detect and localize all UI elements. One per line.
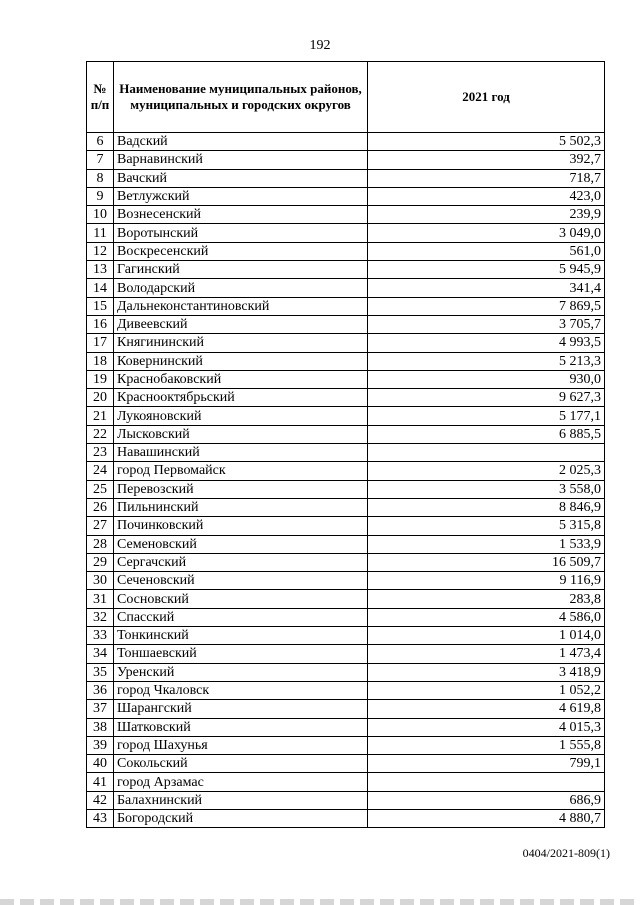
table-row xyxy=(87,755,605,773)
row-number: 43 xyxy=(87,809,114,827)
municipality-name: Володарский xyxy=(114,279,368,297)
table-row xyxy=(87,151,605,169)
row-number: 41 xyxy=(87,773,114,791)
table-row xyxy=(87,224,605,242)
scan-footer-strip xyxy=(0,899,640,905)
row-value: 2 025,3 xyxy=(368,462,605,480)
municipality-name: Навашинский xyxy=(114,444,368,462)
row-number: 39 xyxy=(87,736,114,754)
row-number: 16 xyxy=(87,315,114,333)
row-number: 12 xyxy=(87,242,114,260)
municipality-name: Гагинский xyxy=(114,261,368,279)
municipality-name: Починковский xyxy=(114,517,368,535)
municipality-name: Сеченовский xyxy=(114,572,368,590)
row-number: 30 xyxy=(87,572,114,590)
municipality-name: Дальнеконстантиновский xyxy=(114,297,368,315)
row-value: 392,7 xyxy=(368,151,605,169)
municipality-name: Вознесенский xyxy=(114,206,368,224)
municipality-name: Воскресенский xyxy=(114,242,368,260)
municipality-name: Шарангский xyxy=(114,700,368,718)
row-value: 6 885,5 xyxy=(368,425,605,443)
table-row xyxy=(87,809,605,827)
row-number: 28 xyxy=(87,535,114,553)
table-row xyxy=(87,791,605,809)
table-row xyxy=(87,517,605,535)
row-number: 20 xyxy=(87,389,114,407)
municipality-name: Сосновский xyxy=(114,590,368,608)
row-number: 6 xyxy=(87,133,114,151)
row-number: 24 xyxy=(87,462,114,480)
municipality-name: Спасский xyxy=(114,608,368,626)
table-row xyxy=(87,645,605,663)
municipality-name: Балахнинский xyxy=(114,791,368,809)
table-row xyxy=(87,535,605,553)
table-row xyxy=(87,261,605,279)
row-value: 9 116,9 xyxy=(368,572,605,590)
row-number: 27 xyxy=(87,517,114,535)
row-number: 31 xyxy=(87,590,114,608)
table-row xyxy=(87,663,605,681)
municipality-name: Богородский xyxy=(114,809,368,827)
table-row xyxy=(87,425,605,443)
row-value: 8 846,9 xyxy=(368,498,605,516)
municipality-name: Вачский xyxy=(114,169,368,187)
row-number: 15 xyxy=(87,297,114,315)
municipality-name: Уренский xyxy=(114,663,368,681)
header-year: 2021 год xyxy=(368,62,605,133)
municipality-name: Сокольский xyxy=(114,755,368,773)
row-number: 36 xyxy=(87,681,114,699)
row-value: 930,0 xyxy=(368,370,605,388)
municipality-name: Краснобаковский xyxy=(114,370,368,388)
row-number: 11 xyxy=(87,224,114,242)
row-value: 3 705,7 xyxy=(368,315,605,333)
table-row xyxy=(87,242,605,260)
row-value: 7 869,5 xyxy=(368,297,605,315)
municipality-name: Вадский xyxy=(114,133,368,151)
row-number: 26 xyxy=(87,498,114,516)
table-row xyxy=(87,736,605,754)
row-value: 4 015,3 xyxy=(368,718,605,736)
row-number: 32 xyxy=(87,608,114,626)
municipality-name: город Шахунья xyxy=(114,736,368,754)
row-number: 8 xyxy=(87,169,114,187)
row-number: 25 xyxy=(87,480,114,498)
row-value: 5 213,3 xyxy=(368,352,605,370)
row-number: 10 xyxy=(87,206,114,224)
table-row xyxy=(87,572,605,590)
row-value: 341,4 xyxy=(368,279,605,297)
table-row xyxy=(87,407,605,425)
table-row xyxy=(87,498,605,516)
table-row xyxy=(87,444,605,462)
row-value: 239,9 xyxy=(368,206,605,224)
row-value: 1 555,8 xyxy=(368,736,605,754)
table-header-row xyxy=(87,62,605,133)
row-value: 4 993,5 xyxy=(368,334,605,352)
row-value: 283,8 xyxy=(368,590,605,608)
table-row xyxy=(87,133,605,151)
row-value: 1 014,0 xyxy=(368,627,605,645)
table-row xyxy=(87,627,605,645)
row-number: 7 xyxy=(87,151,114,169)
row-number: 34 xyxy=(87,645,114,663)
row-value: 1 473,4 xyxy=(368,645,605,663)
row-value: 4 619,8 xyxy=(368,700,605,718)
row-value: 718,7 xyxy=(368,169,605,187)
table-row xyxy=(87,480,605,498)
row-value: 4 586,0 xyxy=(368,608,605,626)
municipality-name: Тонкинский xyxy=(114,627,368,645)
municipality-name: Княгининский xyxy=(114,334,368,352)
table-row xyxy=(87,389,605,407)
municipality-name: Сергачский xyxy=(114,553,368,571)
row-number: 17 xyxy=(87,334,114,352)
row-number: 21 xyxy=(87,407,114,425)
table-body xyxy=(87,133,605,828)
table-row xyxy=(87,315,605,333)
page-number: 192 xyxy=(309,38,331,53)
row-value: 686,9 xyxy=(368,791,605,809)
municipality-name: Шатковский xyxy=(114,718,368,736)
table-row xyxy=(87,590,605,608)
row-number: 42 xyxy=(87,791,114,809)
row-value: 3 049,0 xyxy=(368,224,605,242)
municipality-name: Дивеевский xyxy=(114,315,368,333)
municipality-name: Ковернинский xyxy=(114,352,368,370)
row-value: 423,0 xyxy=(368,187,605,205)
row-number: 37 xyxy=(87,700,114,718)
table-row xyxy=(87,206,605,224)
row-number: 19 xyxy=(87,370,114,388)
municipality-name: Перевозский xyxy=(114,480,368,498)
municipality-name: город Первомайск xyxy=(114,462,368,480)
municipality-name: Тоншаевский xyxy=(114,645,368,663)
municipality-name: Семеновский xyxy=(114,535,368,553)
row-number: 23 xyxy=(87,444,114,462)
table-row xyxy=(87,334,605,352)
table-row xyxy=(87,608,605,626)
municipality-name: Лысковский xyxy=(114,425,368,443)
table-row xyxy=(87,169,605,187)
row-number: 38 xyxy=(87,718,114,736)
row-value: 1 052,2 xyxy=(368,681,605,699)
row-value: 16 509,7 xyxy=(368,553,605,571)
municipality-name: Воротынский xyxy=(114,224,368,242)
table-row xyxy=(87,553,605,571)
row-value: 5 502,3 xyxy=(368,133,605,151)
municipalities-table xyxy=(86,61,605,828)
row-number: 22 xyxy=(87,425,114,443)
table-row xyxy=(87,681,605,699)
row-number: 18 xyxy=(87,352,114,370)
row-value xyxy=(368,444,605,462)
row-value xyxy=(368,773,605,791)
row-value: 3 558,0 xyxy=(368,480,605,498)
municipality-name: город Арзамас xyxy=(114,773,368,791)
row-value: 4 880,7 xyxy=(368,809,605,827)
row-number: 40 xyxy=(87,755,114,773)
municipality-name: Варнавинский xyxy=(114,151,368,169)
header-number: № п/п xyxy=(87,62,114,133)
table-row xyxy=(87,462,605,480)
table-row xyxy=(87,187,605,205)
row-value: 5 315,8 xyxy=(368,517,605,535)
table-row xyxy=(87,370,605,388)
row-number: 14 xyxy=(87,279,114,297)
table-row xyxy=(87,700,605,718)
row-number: 13 xyxy=(87,261,114,279)
table-row xyxy=(87,352,605,370)
row-value: 799,1 xyxy=(368,755,605,773)
row-value: 1 533,9 xyxy=(368,535,605,553)
row-value: 5 945,9 xyxy=(368,261,605,279)
municipality-name: город Чкаловск xyxy=(114,681,368,699)
document-code: 0404/2021-809(1) xyxy=(522,846,610,860)
municipality-name: Пильнинский xyxy=(114,498,368,516)
municipality-name: Ветлужский xyxy=(114,187,368,205)
row-value: 3 418,9 xyxy=(368,663,605,681)
table-row xyxy=(87,297,605,315)
row-number: 29 xyxy=(87,553,114,571)
row-number: 33 xyxy=(87,627,114,645)
row-number: 35 xyxy=(87,663,114,681)
table-row xyxy=(87,279,605,297)
municipality-name: Лукояновский xyxy=(114,407,368,425)
row-value: 5 177,1 xyxy=(368,407,605,425)
row-value: 9 627,3 xyxy=(368,389,605,407)
table-row xyxy=(87,718,605,736)
row-number: 9 xyxy=(87,187,114,205)
header-name: Наименование муниципальных районов, муниципальных и городских округов xyxy=(114,62,368,133)
municipality-name: Краснооктябрьский xyxy=(114,389,368,407)
row-value: 561,0 xyxy=(368,242,605,260)
table-row xyxy=(87,773,605,791)
